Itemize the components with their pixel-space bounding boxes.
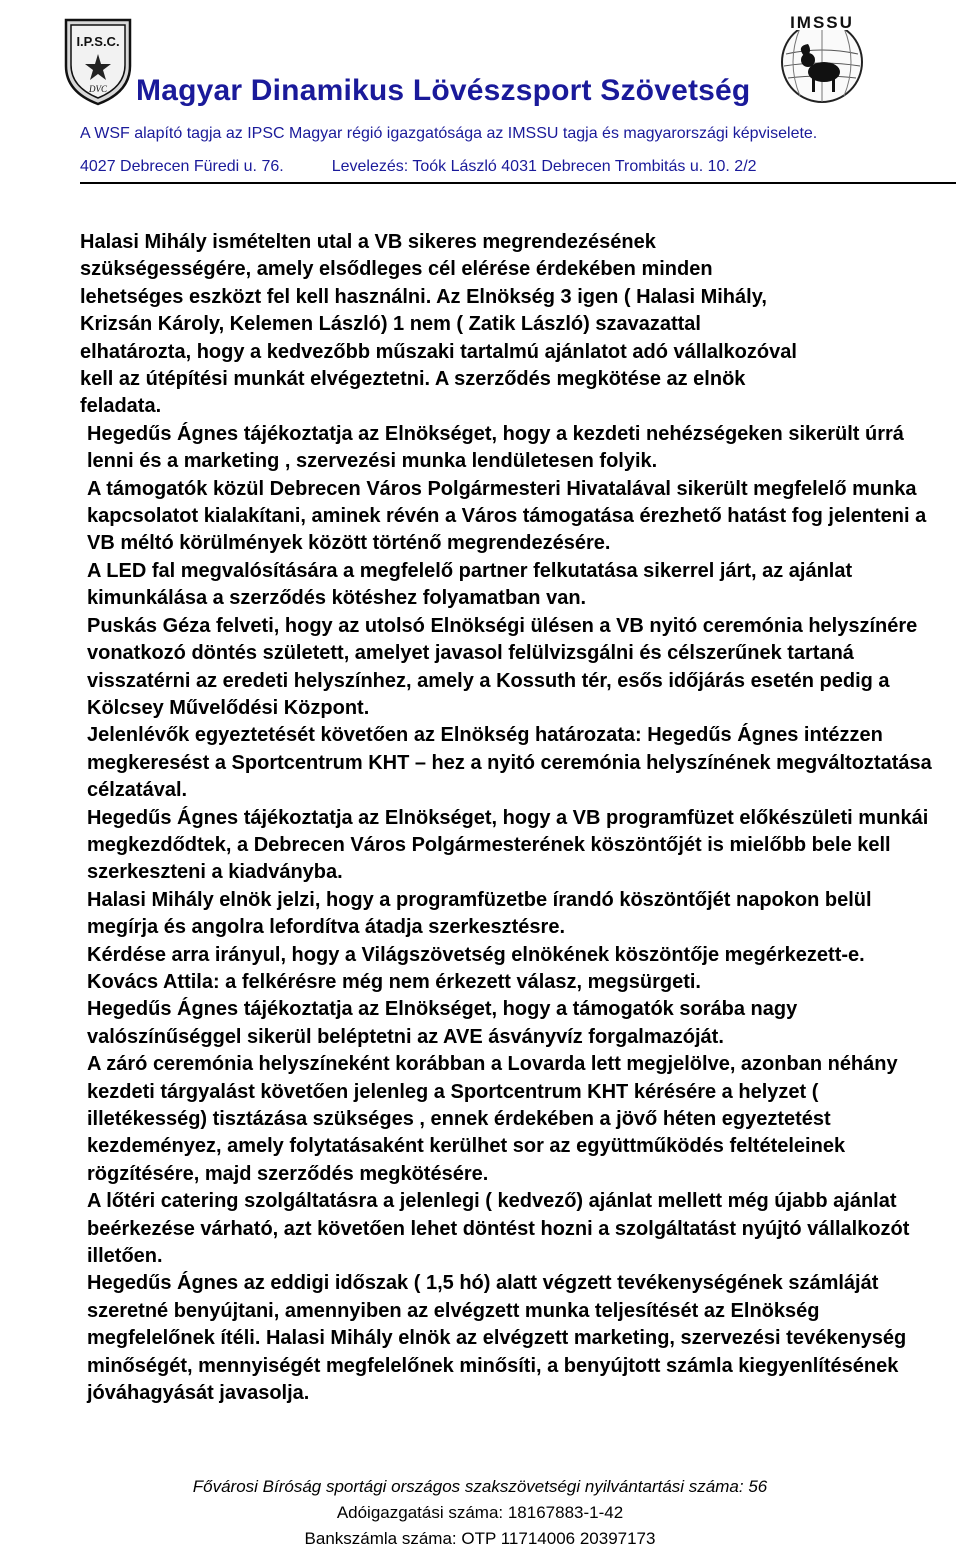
paragraph: A lőtéri catering szolgáltatásra a jelenlegi ( kedvező) ajánlat mellett még újabb ajánlat beérkezése várható, azt követően lehet döntést hozni a szolgáltatást nyújtó vállalkozót illetően. [87, 1190, 910, 1268]
paragraph: Halasi Mihály elnök jelzi, hogy a programfüzetbe írandó köszöntőjét napokon belül megírja és angolra lefordítva átadja szerkesztésre. [87, 888, 872, 939]
ipsc-logo [62, 16, 134, 106]
page-footer [0, 1474, 960, 1552]
paragraph: Kérdése arra irányul, hogy a Világszövetség elnökének köszöntője megérkezett-e. Kovács Attila: a felkérésre még nem érkezett válasz, megsürgeti. [87, 943, 865, 993]
mailing-address: Levelezés: Toók László 4031 Debrecen Trombitás u. 10. 2/2 [331, 158, 757, 175]
paragraph: A támogatók közül Debrecen Város Polgármesteri Hivatalával sikerült megfelelő munka kapcsolatot kialakítani, aminek révén a Város támogatása érezhető hatást fog jelenteni a VB méltó körülmények között történő megrendezésére. [87, 477, 927, 555]
footer-tax-number: Adóigazgatási száma: 18167883-1-42 [336, 1503, 624, 1522]
paragraph: Jelenlévők egyeztetését követően az Elnökség határozata: Hegedűs Ágnes intézzen megkeresést a Sportcentrum KHT – hez a nyitó ceremónia helyszínének megváltoztatása célzatával. [87, 724, 932, 802]
minutes-body [80, 229, 940, 1407]
paragraph: A záró ceremónia helyszíneként korábban a Lovarda lett megjelölve, azonban néhány kezdeti tárgyalást követően jelenleg a Sportcentrum KHT kérésére a helyzet ( illetékesség) tisztázása szükséges , ennek érdekében a jövő héten egyeztetést kezdeményez, amely folytatásaként kerülhet sor az együttműködés feltételeinek rögzítésére, majd szerződés megkötésére. [87, 1053, 898, 1185]
paragraph: Hegedűs Ágnes tájékoztatja az Elnökséget, hogy a kezdeti nehézségeken sikerült úrrá lenni és a marketing , szervezési munka lendületesen folyik. [87, 422, 904, 473]
ipsc-logo-text: I.P.S.C. [76, 34, 120, 49]
paragraph: Halasi Mihály ismételten utal a VB sikeres megrendezésének szükségességére, amely elsődleges cél elérése érdekében minden lehetséges eszközt fel kell használni. Az Elnökség 3 igen ( Halasi Mihály, Krizsán Károly, Kelemen László) 1 nem ( Zatik László) szavazattal elhatározta, hogy a kedvezőbb műszaki tartalmú ajánlatot adó vállalkozóval kell az útépítési munkát elvégeztetni. A szerződés megkötése az elnök feladata. [80, 231, 797, 418]
footer-bank-account: Bankszámla száma: OTP 11714006 20397173 [304, 1529, 656, 1548]
footer-registration: Fővárosi Bíróság sportági országos szakszövetségi nyilvántartási száma: 56 [192, 1477, 768, 1496]
organization-subtitle: A WSF alapító tagja az IPSC Magyar régió igazgatósága az IMSSU tagja és magyarországi képviselete. [80, 125, 818, 142]
paragraph: Hegedűs Ágnes tájékoztatja az Elnökséget, hogy a VB programfüzet előkészületi munkái megkezdődtek, a Debrecen Város Polgármesterének köszöntőjét is mielőbb bele kell szerkeszteni a kiadványba. [87, 806, 929, 884]
imssu-logo [762, 10, 880, 106]
organization-address-line [80, 158, 757, 176]
organization-title: Magyar Dinamikus Lövészsport Szövetség [136, 74, 751, 107]
ipsc-logo-subtext: DVC [89, 84, 107, 94]
organization-address: 4027 Debrecen Füredi u. 76. [80, 158, 284, 175]
paragraph: Hegedűs Ágnes az eddigi időszak ( 1,5 hó) alatt végzett tevékenységének számláját szeretné benyújtani, amennyiben az elvégzett munka teljesítését az Elnökség megfelelőnek ítéli. Halasi Mihály elnök az elvégzett marketing, szervezési tevékenység minőségét, mennyiségét megfelelőnek minősíti, a benyújtott számla kiegyenlítésének jóváhagyását javasolja. [87, 1272, 907, 1405]
header-divider [80, 182, 956, 184]
paragraph: Puskás Géza felveti, hogy az utolsó Elnökségi ülésen a VB nyitó ceremónia helyszínére vonatkozó döntés született, amelyet javasol felülvizsgálni és célszerűnek tartaná visszatérni az eredeti helyszínhez, amely a Kossuth tér, esős időjárás esetén pedig a Kölcsey Művelődési Központ. [87, 614, 918, 719]
paragraph: Hegedűs Ágnes tájékoztatja az Elnökséget, hogy a támogatók sorába nagy valószínűséggel sikerül beléptetni az AVE ásványvíz forgalmazóját. [87, 998, 798, 1048]
imssu-logo-text: IMSSU [790, 13, 854, 32]
paragraph: A LED fal megvalósítására a megfelelő partner felkutatása sikerrel járt, az ajánlat kimunkálása a szerződés kötéshez folyamatban van. [87, 559, 853, 610]
